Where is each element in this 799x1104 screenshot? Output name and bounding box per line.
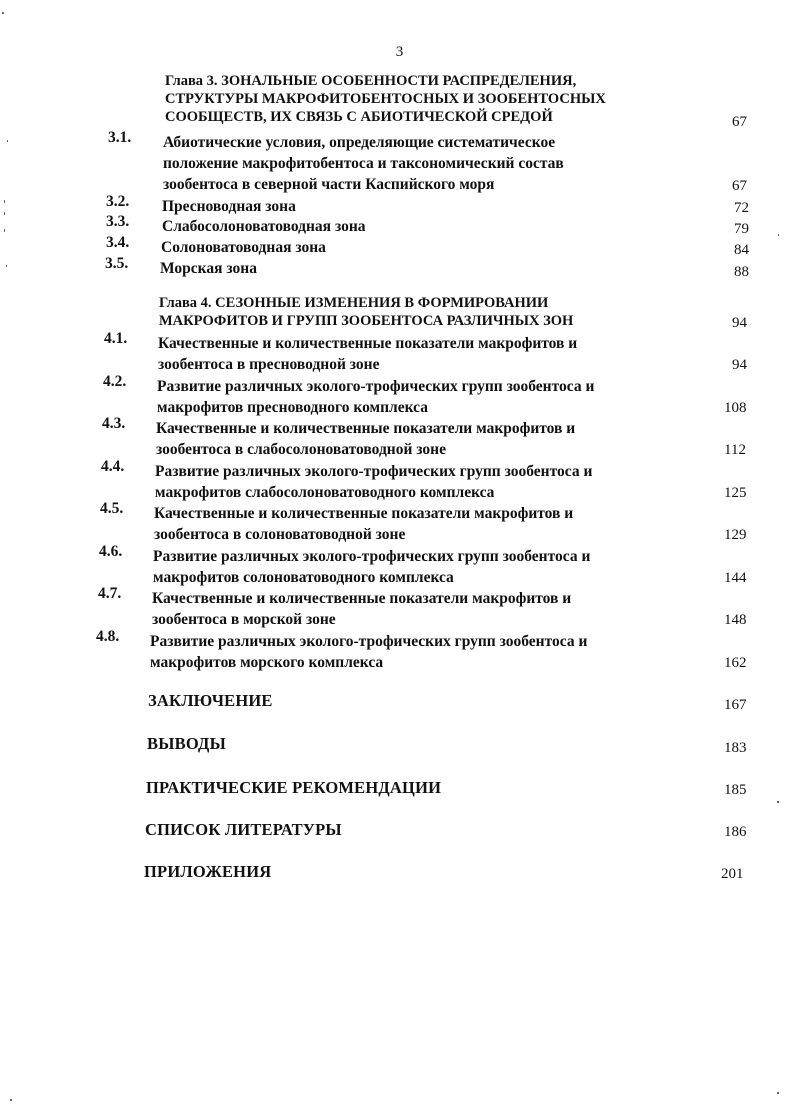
toc-entry-title: Пресноводная зона <box>162 198 296 215</box>
toc-entry-page: 88 <box>734 264 749 280</box>
toc-entry-number: 3.4. <box>106 234 130 251</box>
toc-entry-title: СПИСОК ЛИТЕРАТУРЫ <box>145 820 342 839</box>
toc-entry-number: 3.5. <box>105 255 129 272</box>
toc-entry-title: ПРАКТИЧЕСКИЕ РЕКОМЕНДАЦИИ <box>146 778 442 797</box>
scan-speck <box>4 212 5 215</box>
toc-entry-title: Солоноватоводная зона <box>161 239 326 256</box>
toc-entry-page: 67 <box>732 114 747 130</box>
toc-entry-page: 201 <box>721 866 744 882</box>
toc-entry-title: Морская зона <box>160 260 257 277</box>
toc-entry-title: Развитие различных эколого-трофических групп зообентоса и макрофитов морского комплекса <box>150 633 588 671</box>
toc-entry-number: 3.1. <box>108 129 132 146</box>
toc-entry-title: Развитие различных эколого-трофических групп зообентоса и макрофитов слабосолоноватоводного комплекса <box>155 463 593 501</box>
toc-entry-page: 94 <box>732 357 747 373</box>
toc-entry-page: 129 <box>724 527 747 543</box>
toc-entry-page: 72 <box>734 200 749 216</box>
toc-entry-title: Глава 4. СЕЗОННЫЕ ИЗМЕНЕНИЯ В ФОРМИРОВАНИИ МАКРОФИТОВ И ГРУПП ЗООБЕНТОСА РАЗЛИЧНЫХ ЗОН <box>159 295 574 329</box>
toc-entry-number: 4.7. <box>98 585 122 602</box>
toc-entry-page: 67 <box>732 178 747 194</box>
page-number: 3 <box>395 44 404 60</box>
toc-entry-page: 94 <box>732 315 747 331</box>
scan-speck <box>2 12 4 14</box>
toc-entry-page: 167 <box>724 697 747 713</box>
toc-entry-number: 3.2. <box>106 193 130 210</box>
toc-entry-page: 125 <box>724 485 747 501</box>
toc-entry-page: 148 <box>724 612 747 628</box>
toc-entry-title: Качественные и количественные показатели макрофитов и зообентоса в морской зоне <box>152 590 572 628</box>
toc-entry-page: 185 <box>724 782 747 798</box>
toc-entry-page: 79 <box>734 221 749 237</box>
scan-speck <box>777 1092 779 1094</box>
toc-entry-title: ПРИЛОЖЕНИЯ <box>144 862 272 881</box>
toc-entry-page: 108 <box>724 400 747 416</box>
toc-entry-title: Качественные и количественные показатели макрофитов и зообентоса в пресноводной зоне <box>158 335 578 373</box>
toc-entry-number: 3.3. <box>106 213 130 230</box>
scan-speck <box>7 140 8 142</box>
toc-entry-number: 4.8. <box>96 628 120 645</box>
toc-entry-page: 186 <box>724 824 747 840</box>
toc-entry-page: 144 <box>724 570 747 586</box>
toc-entry-page: 84 <box>734 242 749 258</box>
toc-entry-number: 4.2. <box>103 373 127 390</box>
toc-entry-number: 4.3. <box>102 415 126 432</box>
toc-entry-title: Развитие различных эколого-трофических групп зообентоса и макрофитов солоноватоводного комплекса <box>153 548 591 586</box>
scan-speck <box>6 265 7 267</box>
toc-entry-number: 4.1. <box>104 330 128 347</box>
toc-entry-number: 4.6. <box>99 543 123 560</box>
toc-entry-number: 4.4. <box>101 458 125 475</box>
toc-entry-title: Качественные и количественные показатели макрофитов и зообентоса в солоноватоводной зоне <box>154 505 574 543</box>
toc-entry-title: Абиотические условия, определяющие систематическое положение макрофитобентоса и таксономический состав зообентоса в северной части Каспийского моря <box>163 134 564 193</box>
toc-entry-page: 162 <box>724 655 747 671</box>
toc-entry-number: 4.5. <box>100 500 124 517</box>
toc-entry-title: Качественные и количественные показатели макрофитов и зообентоса в слабосолоноватоводной зоне <box>156 420 576 458</box>
toc-entry-page: 112 <box>724 442 746 458</box>
toc-entry-title: ЗАКЛЮЧЕНИЕ <box>148 691 273 710</box>
toc-entry-title: ВЫВОДЫ <box>147 734 226 753</box>
toc-entry-title: Развитие различных эколого-трофических групп зообентоса и макрофитов пресноводного комплекса <box>157 378 595 416</box>
scan-speck <box>4 200 5 203</box>
scan-speck <box>10 1099 12 1101</box>
scan-speck <box>778 234 779 236</box>
toc-entry-page: 183 <box>724 740 747 756</box>
toc-entry-title: Глава 3. ЗОНАЛЬНЫЕ ОСОБЕННОСТИ РАСПРЕДЕЛЕНИЯ, СТРУКТУРЫ МАКРОФИТОБЕНТОСНЫХ И ЗООБЕНТОСНЫХ СООБЩЕСТВ, ИХ СВЯЗЬ С АБИОТИЧЕСКОЙ СРЕДОЙ <box>165 73 606 125</box>
scan-speck <box>777 801 779 803</box>
scan-speck <box>4 229 5 232</box>
toc-entry-title: Слабосолоноватоводная зона <box>162 218 366 235</box>
